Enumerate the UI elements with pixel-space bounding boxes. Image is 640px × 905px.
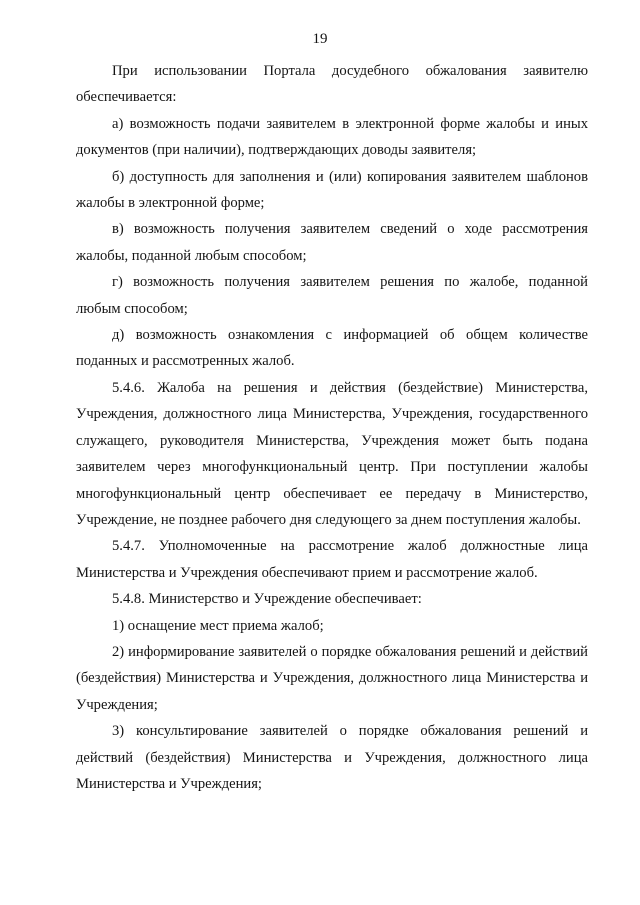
paragraph-item-3: 3) консультирование заявителей о порядке обжалования решений и действий (бездействия) Министерства и Учреждения, должностного лица Министерства и Учреждения; xyxy=(76,723,588,792)
paragraph-item-1: 1) оснащение мест приема жалоб; xyxy=(112,617,324,634)
paragraph-item-2: 2) информирование заявителей о порядке обжалования решений и действий (бездействия) Министерства и Учреждения, должностного лица Министерства и Учреждения; xyxy=(76,643,588,713)
paragraph-item-b: б) доступность для заполнения и (или) копирования заявителем шаблонов жалобы в электронной форме; xyxy=(76,168,588,212)
paragraph-5-4-7: 5.4.7. Уполномоченные на рассмотрение жалоб должностные лица Министерства и Учреждения обеспечивают прием и рассмотрение жалоб. xyxy=(76,538,588,581)
document-body xyxy=(76,58,588,797)
paragraph-item-d: д) возможность ознакомления с информацией об общем количестве поданных и рассмотренных жалоб. xyxy=(76,327,588,370)
paragraph-intro: При использовании Портала досудебного обжалования заявителю обеспечивается: xyxy=(76,63,588,106)
paragraph-5-4-6: 5.4.6. Жалоба на решения и действия (бездействие) Министерства, Учреждения, должностного лица Министерства, Учреждения, государственного служащего, руководителя Министерства, Учреждения может быть подана заявителем через многофункциональный центр. При поступлении жалобы многофункциональный центр обеспечивает ее передачу в Министерство, Учреждение, не позднее рабочего дня следующего за днем поступления жалобы. xyxy=(76,379,588,528)
paragraph-5-4-8: 5.4.8. Министерство и Учреждение обеспечивает: xyxy=(112,591,422,608)
paragraph-item-a: а) возможность подачи заявителем в электронной форме жалобы и иных документов (при наличии), подтверждающих доводы заявителя; xyxy=(76,115,588,159)
paragraph-item-g: г) возможность получения заявителем решения по жалобе, поданной любым способом; xyxy=(76,274,588,317)
page-number: 19 xyxy=(312,31,328,47)
paragraph-item-v: в) возможность получения заявителем сведений о ходе рассмотрения жалобы, поданной любым способом; xyxy=(76,221,588,264)
